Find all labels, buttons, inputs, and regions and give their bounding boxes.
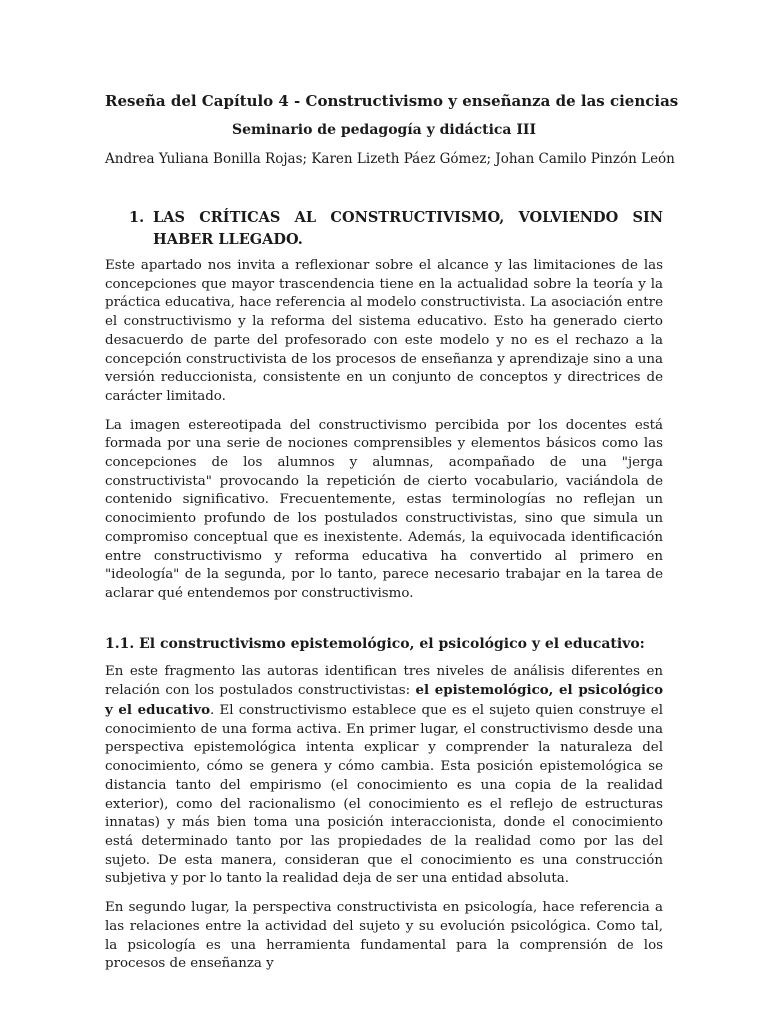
document-authors: Andrea Yuliana Bonilla Rojas; Karen Lizeth Páez Gómez; Johan Camilo Pinzón León [105,151,675,167]
paragraph-text-after: . El constructivismo establece que es el sujeto quien construye el conocimiento de una forma activa. En primer lugar, el constructivismo desde una perspectiva epistemológica intenta explicar y comprender la naturaleza del conocimiento, cómo se genera y cómo cambia. Esta posición epistemológica se distancia tanto del empirismo (el conocimiento es una copia de la realidad exterior), como del racionalismo (el conocimiento es el reflejo de estructuras innatas) y más bien toma una posición interaccionista, donde el conocimiento está determinado tanto por las propiedades de la realidad como por las del sujeto. De esta manera, consideran que el conocimiento es una construcción subjetiva y por lo tanto la realidad deja de ser una entidad absoluta. [105,703,663,887]
section-1-title: LAS CRÍTICAS AL CONSTRUCTIVISMO, VOLVIENDO SIN HABER LLEGADO. [153,209,663,248]
paragraph-text-before: En este fragmento las autoras identifican tres niveles de análisis diferentes en relación con los postulados constructivistas: [105,663,663,699]
section-1-1-heading: 1.1. El constructivismo epistemológico, el psicológico y el educativo: [105,635,645,652]
paragraph-bold-text: el epistemológico, el psicológico y el educativo [105,682,663,719]
section-1-1-paragraph-2: En segundo lugar, la perspectiva constructivista en psicología, hace referencia a las relaciones entre la actividad del sujeto y su evolución psicológica. Como tal, la psicología es una herramienta fundamental para la comprensión de los procesos de enseñanza y [105,900,663,972]
section-1-heading [105,207,663,251]
document-subtitle: Seminario de pedagogía y didáctica III [231,122,536,138]
document-title: Reseña del Capítulo 4 - Constructivismo y enseñanza de las ciencias [105,92,679,110]
section-1-paragraph-1: Este apartado nos invita a reflexionar sobre el alcance y las limitaciones de las concepciones que mayor trascendencia tiene en la actualidad sobre la teoría y la práctica educativa, hace referencia al modelo constructivista. La asociación entre el constructivismo y la reforma del sistema educativo. Esto ha generado cierto desacuerdo de parte del profesorado con este modelo y no es el rechazo a la concepción constructivista de los procesos de enseñanza y aprendizaje sino a una versión reduccionista, consistente en un conjunto de conceptos y directrices de carácter limitado. [105,258,663,404]
section-1-paragraph-2: La imagen estereotipada del constructivismo percibida por los docentes está formada por una serie de nociones comprensibles y elementos básicos como las concepciones de los alumnos y alumnas, acompañado de una "jerga constructivista" provocando la repetición de cierto vocabulario, vaciándola de contenido significativo. Frecuentemente, estas terminologías no reflejan un conocimiento profundo de los postulados constructivistas, sino que simula un compromiso conceptual que es inexistente. Además, la equivocada identificación entre constructivismo y reforma educativa ha convertido al primero en "ideología" de la segunda, por lo tanto, parece necesario trabajar en la tarea de aclarar qué entendemos por constructivismo. [105,417,663,601]
section-1-number: 1. [129,209,145,226]
section-1-1-paragraph-1 [105,663,663,889]
